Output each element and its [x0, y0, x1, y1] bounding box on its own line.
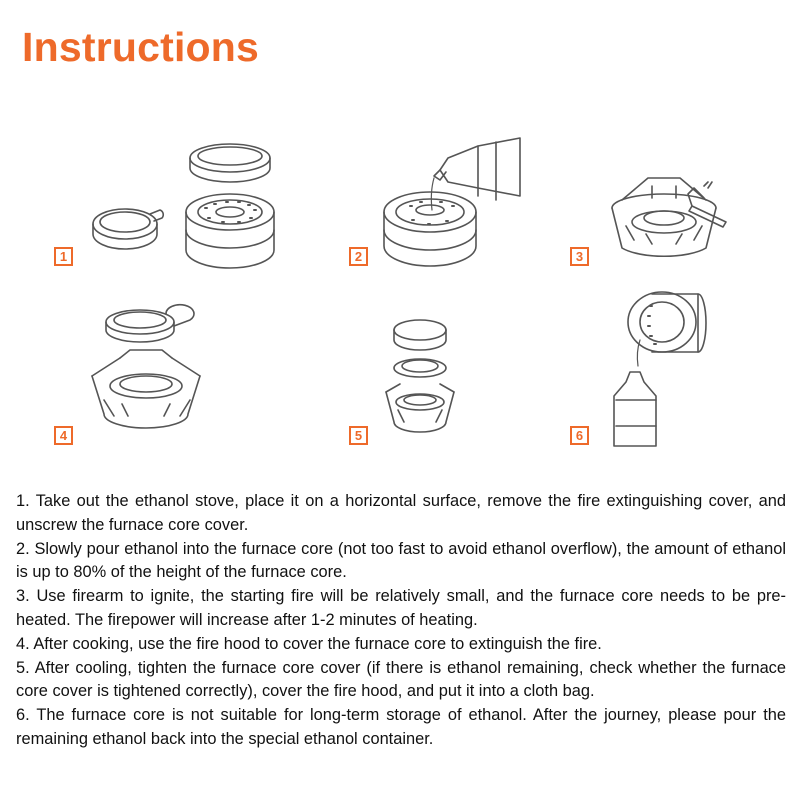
- step-number-badge: 4: [54, 426, 73, 445]
- step-3-text: 3. Use firearm to ignite, the starting fire will be relatively small, and the furnace core needs to be pre-heated. The firepower will increase after 1-2 minutes of heating.: [16, 587, 786, 629]
- ignite-with-lighter-icon: [612, 178, 726, 256]
- step-4-text: 4. After cooking, use the fire hood to cover the furnace core to extinguish the fire.: [16, 634, 602, 653]
- step-1-text: 1. Take out the ethanol stove, place it on a horizontal surface, remove the fire extinguishing cover, and unscrew the furnace core cover.: [16, 492, 786, 534]
- illustration-canvas: [0, 130, 800, 460]
- step-number-badge: 5: [349, 426, 368, 445]
- page-title: Instructions: [22, 24, 260, 70]
- step-5-text: 5. After cooling, tighten the furnace core cover (if there is ethanol remaining, check whether the furnace core cover is tightened correctly), cover the fire hood, and put it into a cloth bag.: [16, 658, 786, 701]
- step-6-text: 6. The furnace core is not suitable for long-term storage of ethanol. After the journey, please pour the remaining ethanol back into the special ethanol container.: [16, 706, 786, 748]
- stove-open-with-core-cover-icon: [93, 144, 274, 268]
- step-number-badge: 2: [349, 247, 368, 266]
- assembled-stack-icon: [386, 320, 454, 432]
- fire-hood-cover-icon: [92, 305, 200, 428]
- step-number-badge: 3: [570, 247, 589, 266]
- pour-ethanol-icon: [384, 138, 520, 266]
- illustration-grid: [0, 130, 800, 460]
- step-2-text: 2. Slowly pour ethanol into the furnace core (not too fast to avoid ethanol overflow), the amount of ethanol is up to 80% of the height of the furnace core.: [16, 539, 786, 582]
- step-number-badge: 1: [54, 247, 73, 266]
- step-number-badge: 6: [570, 426, 589, 445]
- instruction-steps: [16, 490, 786, 752]
- return-ethanol-to-bottle-icon: [614, 292, 706, 446]
